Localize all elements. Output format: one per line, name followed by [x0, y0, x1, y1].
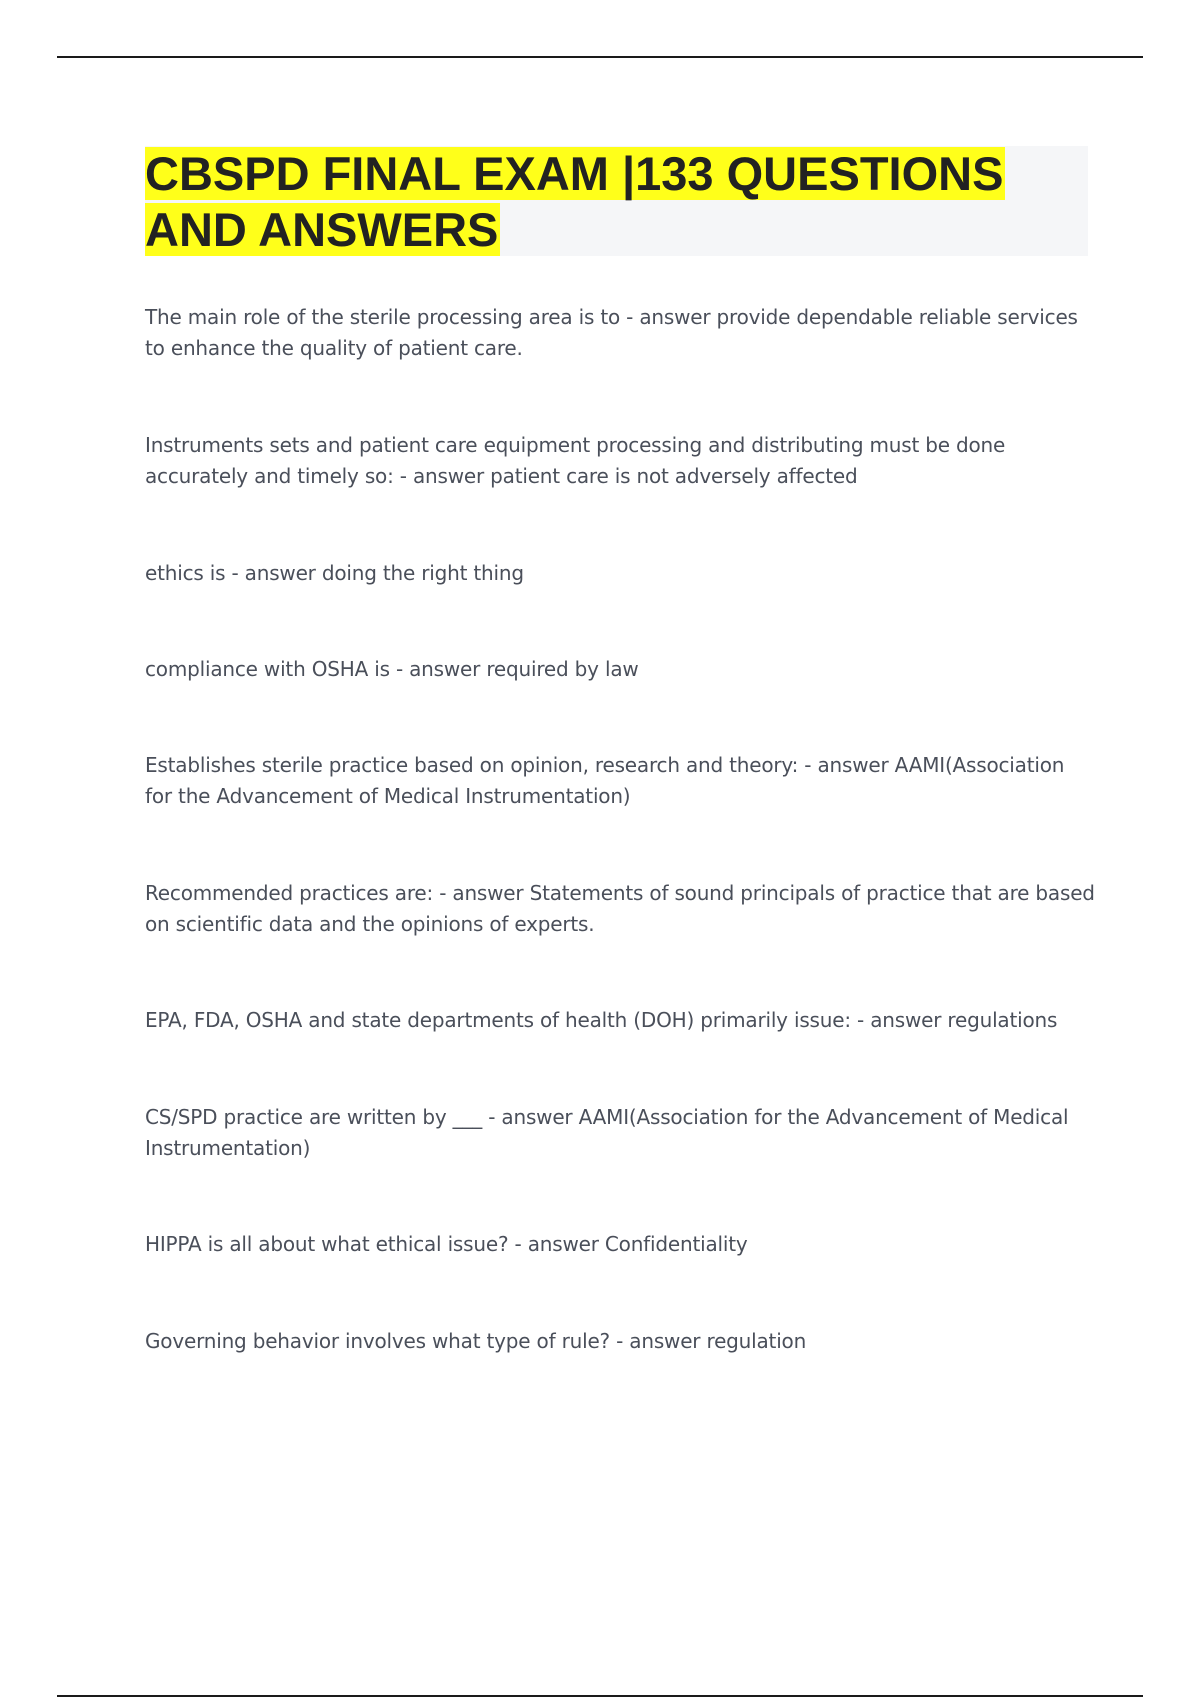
title-block: [145, 146, 1088, 256]
bottom-rule: [57, 1695, 1143, 1697]
qa-item: CS/SPD practice are written by ___ - answer AAMI(Association for the Advancement of Medical Instrumentation): [145, 1105, 1069, 1160]
qa-item: Governing behavior involves what type of rule? - answer regulation: [145, 1329, 807, 1353]
qa-item: Instruments sets and patient care equipment processing and distributing must be done accurately and timely so: - answer patient care is not adversely affected: [145, 433, 1006, 488]
qa-item: The main role of the sterile processing area is to - answer provide dependable reliable services to enhance the quality of patient care.: [145, 305, 1078, 360]
qa-item: ethics is - answer doing the right thing: [145, 561, 524, 585]
document-title: [145, 146, 1045, 258]
document-title-text: CBSPD FINAL EXAM |133 QUESTIONS AND ANSWERS: [145, 147, 1004, 256]
top-rule: [57, 56, 1143, 58]
qa-item: compliance with OSHA is - answer required by law: [145, 657, 639, 681]
qa-item: EPA, FDA, OSHA and state departments of health (DOH) primarily issue: - answer regulations: [145, 1008, 1058, 1032]
qa-item: Recommended practices are: - answer Statements of sound principals of practice that are based on scientific data and the opinions of experts.: [145, 881, 1095, 936]
qa-item: HIPPA is all about what ethical issue? - answer Confidentiality: [145, 1232, 748, 1256]
qa-item: Establishes sterile practice based on opinion, research and theory: - answer AAMI(Association for the Advancement of Medical Instrumentation): [145, 753, 1065, 808]
